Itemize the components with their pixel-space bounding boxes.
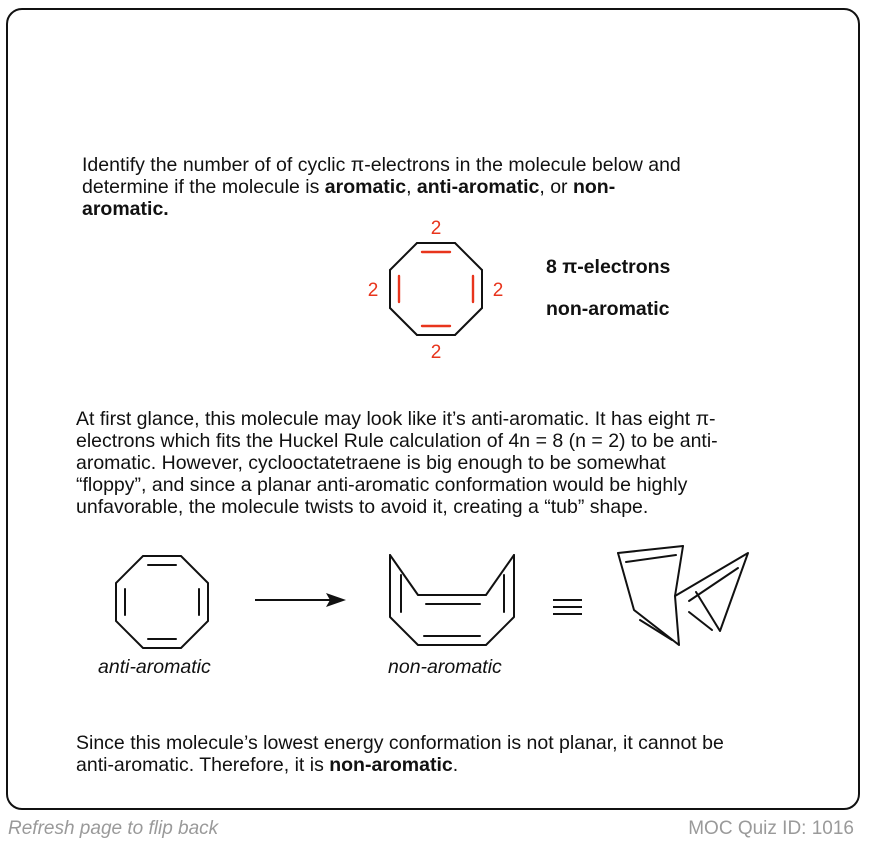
explanation-line: aromatic. However, cyclooctatetraene is big enough to be somewhat <box>76 452 666 474</box>
question-line-1: Identify the number of of cyclic π-electrons in the molecule below and <box>82 154 681 176</box>
conclusion-line-1: Since this molecule’s lowest energy conformation is not planar, it cannot be <box>76 732 724 754</box>
conclusion-text <box>76 732 836 776</box>
electron-label-right: 2 <box>492 280 504 301</box>
explanation-text <box>76 408 816 518</box>
explanation-line: At first glance, this molecule may look like it’s anti-aromatic. It has eight π- <box>76 408 716 430</box>
electron-count-answer: 8 π-electrons <box>546 256 671 278</box>
term-non-aromatic-part1: non- <box>572 176 616 198</box>
question-text <box>82 154 782 220</box>
term-non-aromatic-conclusion: non-aromatic <box>329 754 453 776</box>
conclusion-line-2: anti-aromatic. Therefore, it is non-aromatic. <box>76 754 459 776</box>
explanation-line: “floppy”, and since a planar anti-aromatic conformation would be highly <box>76 474 688 496</box>
electron-label-left: 2 <box>367 280 379 301</box>
term-non-aromatic-part2: aromatic. <box>82 198 169 220</box>
classification-answer: non-aromatic <box>546 298 670 320</box>
term-aromatic: aromatic <box>324 176 407 198</box>
question-line-2: determine if the molecule is aromatic, anti-aromatic, or non- <box>82 176 616 198</box>
electron-label-top: 2 <box>430 218 442 239</box>
quiz-id: MOC Quiz ID: 1016 <box>688 818 854 839</box>
refresh-hint: Refresh page to flip back <box>8 818 219 839</box>
term-anti-aromatic: anti-aromatic <box>416 176 540 198</box>
electron-label-bottom: 2 <box>430 342 442 363</box>
label-anti-aromatic: anti-aromatic <box>98 656 211 678</box>
label-non-aromatic: non-aromatic <box>388 656 502 678</box>
explanation-line: unfavorable, the molecule twists to avoid it, creating a “tub” shape. <box>76 496 649 518</box>
explanation-line: electrons which fits the Huckel Rule calculation of 4n = 8 (n = 2) to be anti- <box>76 430 718 452</box>
